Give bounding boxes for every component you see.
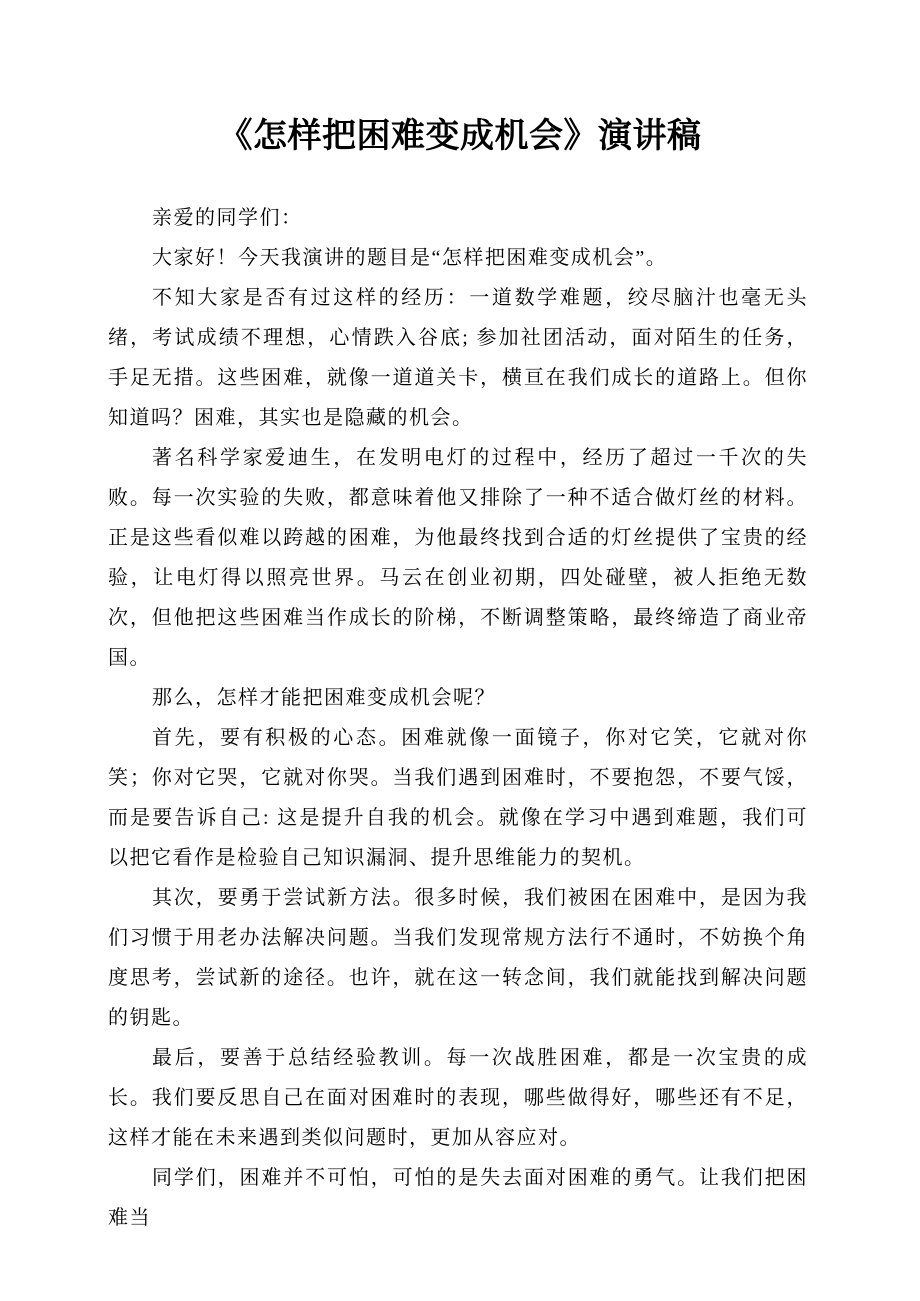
paragraph-greeting: 大家好！今天我演讲的题目是“怎样把困难变成机会”。 <box>152 247 668 269</box>
paragraph-point-first: 首先，要有积极的心态。困难就像一面镜子，你对它笑，它就对你笑；你对它哭，它就对你哭。当我们遇到困难时，不要抱怨，不要气馁，而是要告诉自己: 这是提升自我的机会。就像在学习中遇到难题，我们可以把它看作是检验自己知识漏洞、提升思维能力的契机。 <box>108 727 808 869</box>
document-body <box>0 198 920 1238</box>
paragraph-question: 那么，怎样才能把困难变成机会呢？ <box>152 687 496 709</box>
paragraph-intro: 不知大家是否有过这样的经历：一道数学难题，绞尽脑汁也毫无头绪，考试成绩不理想，心情跌入谷底; 参加社团活动，面对陌生的任务，手足无措。这些困难，就像一道道关卡，横亘在我们成长的道路上。但你知道吗？困难，其实也是隐藏的机会。 <box>108 287 808 429</box>
paragraph-examples: 著名科学家爱迪生，在发明电灯的过程中，经历了超过一千次的失败。每一次实验的失败，都意味着他又排除了一种不适合做灯丝的材料。正是这些看似难以跨越的困难，为他最终找到合适的灯丝提供了宝贵的经验，让电灯得以照亮世界。马云在创业初期，四处碰壁，被人拒绝无数次，但他把这些困难当作成长的阶梯，不断调整策略，最终缔造了商业帝国。 <box>108 447 808 669</box>
document-title: 《怎样把困难变成机会》演讲稿 <box>218 117 702 155</box>
paragraph-point-second: 其次，要勇于尝试新方法。很多时候，我们被困在困难中，是因为我们习惯于用老办法解决问题。当我们发现常规方法行不通时，不妨换个角度思考，尝试新的途径。也许，就在这一转念间，我们就能找到解决问题的钥匙。 <box>108 887 808 1029</box>
paragraph-point-last: 最后，要善于总结经验教训。每一次战胜困难，都是一次宝贵的成长。我们要反思自己在面对困难时的表现，哪些做得好，哪些还有不足，这样才能在未来遇到类似问题时，更加从容应对。 <box>108 1047 808 1149</box>
paragraph-closing: 同学们，困难并不可怕，可怕的是失去面对困难的勇气。让我们把困难当 <box>108 1167 808 1229</box>
paragraph-salutation: 亲爱的同学们： <box>152 207 303 229</box>
